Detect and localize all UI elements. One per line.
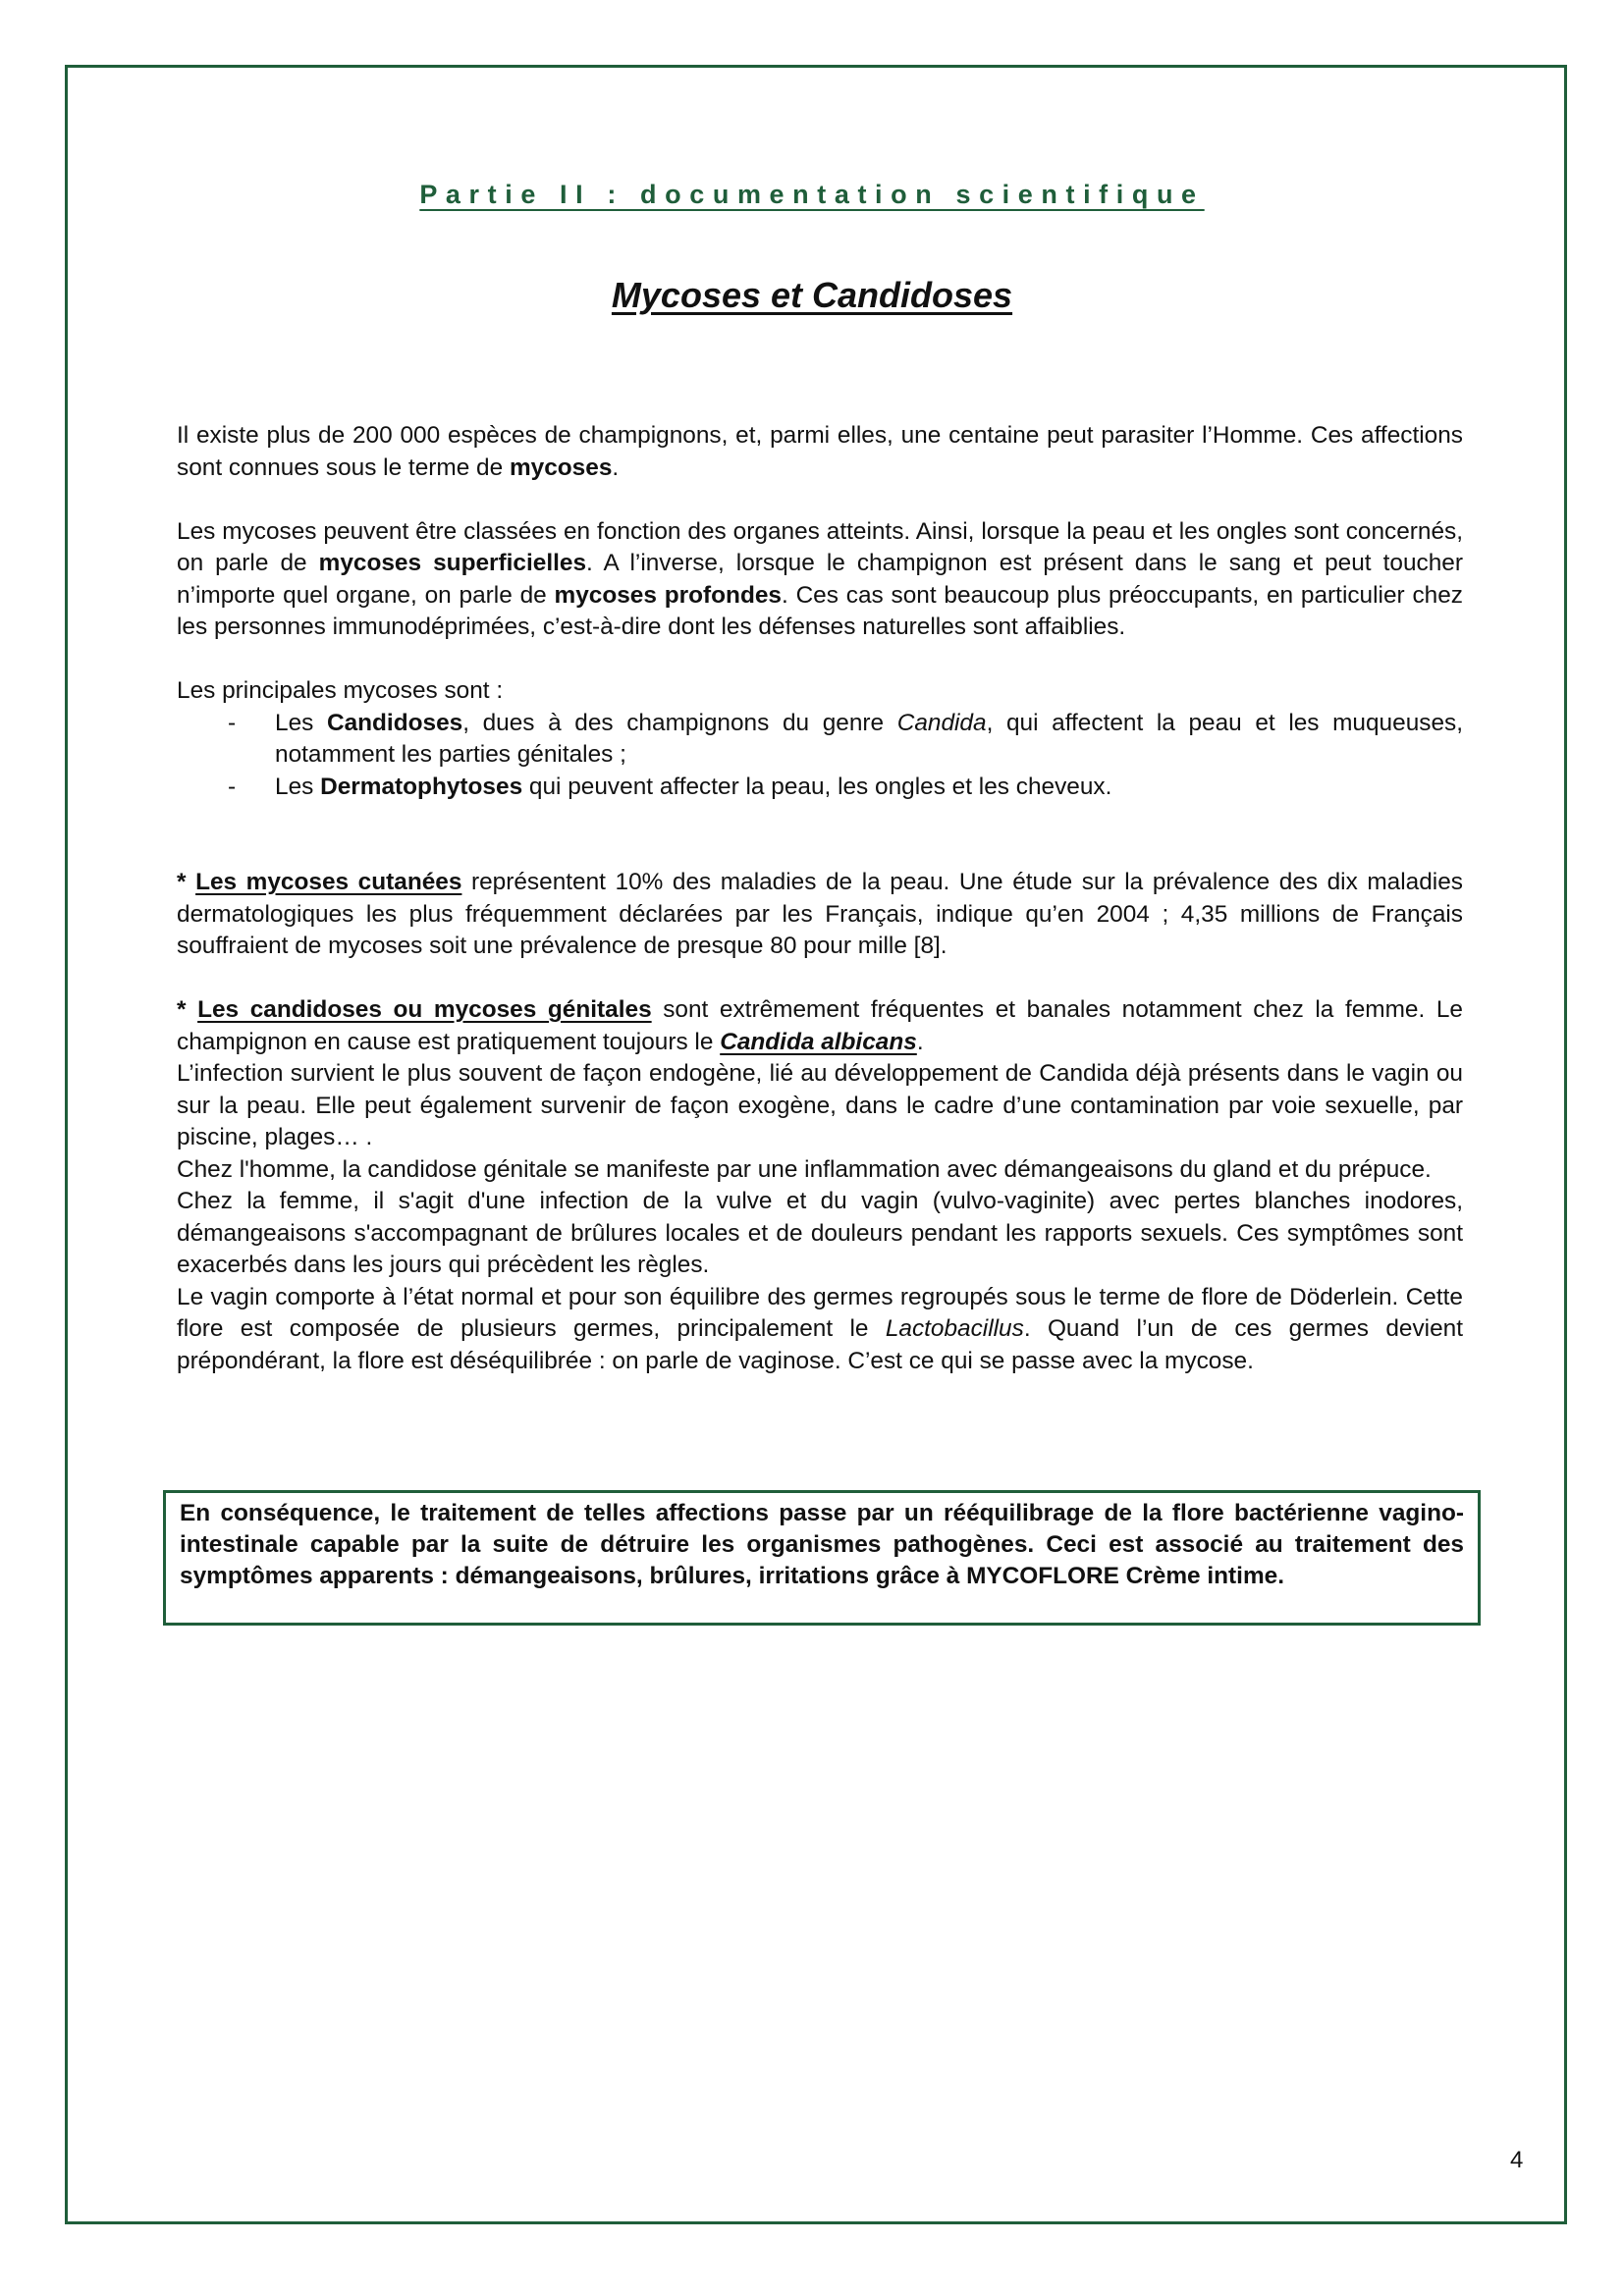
genital-paragraph-5 [177,1282,1463,1378]
genital-p5-a: Le vagin comporte à l’état normal et pour son équilibre des germes regroupés sous le terme de flore de Döderlein. Cette flore est composée de plusieurs germes, principalement le [177,1283,1463,1342]
intro-p2-middle: . A l’inverse, lorsque le champignon est présent dans le sang et peut toucher n’importe quel organe, on parle de [177,550,1463,609]
list-item-2-a: Les [275,773,321,800]
intro-paragraph-1 [177,420,1463,484]
dash-bullet: - [228,773,237,800]
dash-bullet: - [228,709,237,736]
intro-paragraph-2 [177,516,1463,644]
page-number: 4 [1510,2147,1524,2173]
cutaneous-text: représentent 10% des maladies de la peau. Une étude sur la prévalence des dix maladies dermatologiques les plus fréquemment déclarées par les Français, indique qu’en 2004 ; 4,35 millions de Français souffraient de mycoses soit une prévalence de presque 80 pour mille [8]. [177,869,1463,959]
cutaneous-label: Les mycoses cutanées [195,869,462,895]
section-heading [0,180,1624,210]
list-item [177,772,1463,804]
paragraph-gap [177,644,1463,676]
genital-paragraph-3: Chez l'homme, la candidose génitale se manifeste par une inflammation avec démangeaisons du gland et du prépuce. [177,1155,1432,1183]
term-dermatophytoses: Dermatophytoses [320,773,523,800]
paragraph-gap [177,484,1463,516]
genital-paragraph-4: Chez la femme, il s'agit d'une infection de la vulve et du vagin (vulvo-vaginite) avec pertes blanches inodores, démangeaisons s'accompagnant de brûlures locales et de douleurs pendant les rapports sexuels. Ces symptômes sont exacerbés dans les jours qui précèdent les règles. [177,1188,1463,1278]
paragraph-gap [177,963,1463,995]
list-item-2-c: qui peuvent affecter la peau, les ongles et les cheveux. [522,773,1112,800]
document-body [177,420,1463,1377]
star-marker: * [177,996,198,1023]
star-marker: * [177,869,196,895]
list-item-1-c: , dues à des champignons du genre [462,709,897,736]
genital-p5-c: . Quand l’un de ces germes devient prépondérant, la flore est déséquilibrée : on parle de vaginose. C’est ce qui se passe avec la mycose. [177,1315,1463,1374]
term-deep: mycoses profondes [554,581,782,609]
genital-label: Les candidoses ou mycoses génitales [197,996,652,1023]
intro-p2-text: Les mycoses peuvent être classées en fonction des organes atteints. Ainsi, lorsque la peau et les ongles sont concernés, on parle de [177,517,1463,576]
intro-p2-end: . Ces cas sont beaucoup plus préoccupants, en particulier chez les personnes immunodéprimées, c’est-à-dire dont les défenses naturelles sont affaiblies. [177,581,1463,640]
term-candida: Candida [896,709,987,736]
list-item-1-a: Les [275,709,327,736]
document-title [0,275,1624,316]
term-candidoses: Candidoses [326,709,463,736]
list-item [177,708,1463,772]
intro-p1-end: . [612,454,620,481]
genital-text-b: . [916,1028,924,1055]
term-candida-albicans: Candida albicans [720,1028,917,1055]
list-item-1-e: , qui affectent la peau et les muqueuses, notamment les parties génitales ; [275,709,1463,768]
intro-p1-text: Il existe plus de 200 000 espèces de champignons, et, parmi elles, une centaine peut parasiter l’Homme. Ces affections sont connues sous le terme de [177,422,1463,481]
mycoses-list [177,708,1463,804]
conclusion-box [163,1490,1481,1626]
genital-paragraph-2: L’infection survient le plus souvent de façon endogène, lié au développement de Candida déjà présents dans le vagin ou sur la peau. Elle peut également survenir de façon exogène, dans le cadre d’une contamination par voie sexuelle, par piscine, plages… . [177,1060,1463,1150]
document-title-text: Mycoses et Candidoses [611,275,1013,315]
genital-text-a: sont extrêmement fréquentes et banales notamment chez la femme. Le champignon en cause est pratiquement toujours le [177,996,1463,1055]
cutaneous-paragraph [177,867,1463,963]
term-lactobacillus: Lactobacillus [885,1315,1024,1342]
section-gap [177,803,1463,867]
list-lead: Les principales mycoses sont : [177,677,504,704]
conclusion-text: En conséquence, le traitement de telles affections passe par un rééquilibrage de la flore bactérienne vagino-intestinale capable par la suite de détruire les organismes pathogènes. Ceci est associé au traitement des symptômes apparents : démangeaisons, brûlures, irritations grâce à MYCOFLORE Crème intime. [180,1500,1464,1589]
term-mycoses: mycoses [509,454,613,481]
term-superficial: mycoses superficielles [318,550,587,576]
genital-paragraph-1 [177,994,1463,1058]
section-heading-text: Partie II : documentation scientifique [419,180,1205,209]
